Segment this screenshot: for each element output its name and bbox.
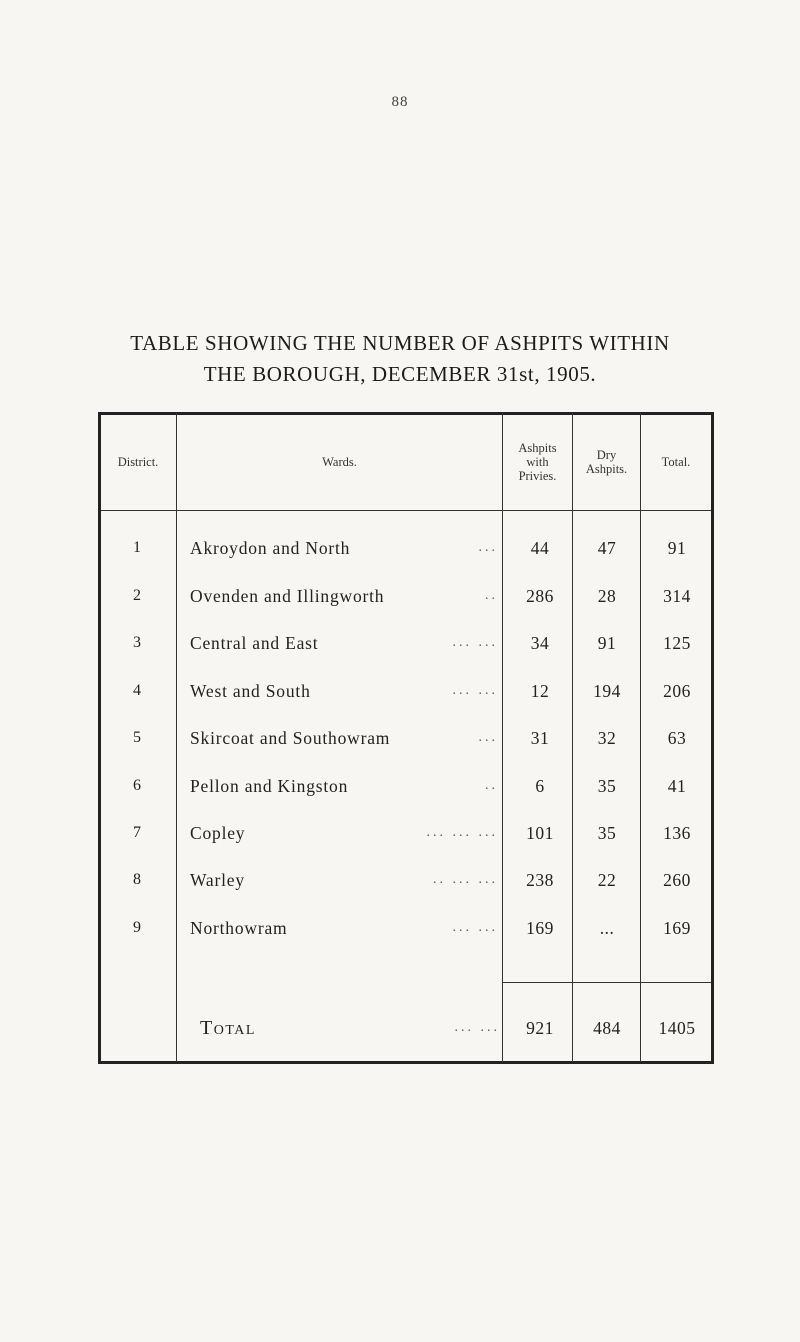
total-total: 1405: [658, 1017, 696, 1038]
cell-dry-ashpits: 32: [597, 727, 617, 748]
cell-total: 91: [667, 537, 687, 558]
cell-ward: Pellon and Kingston: [190, 775, 349, 796]
table-title: [0, 328, 800, 390]
table-row: [98, 623, 714, 663]
cell-dry-ashpits: 22: [597, 869, 617, 890]
cell-district: 7: [133, 824, 141, 841]
cell-total: 169: [663, 917, 691, 938]
header-separator-rule: [98, 510, 714, 511]
cell-district: 6: [133, 777, 141, 794]
cell-ward: Ovenden and Illingworth: [190, 585, 385, 606]
header-wards: Wards.: [322, 455, 357, 469]
total-dry-ashpits: 484: [593, 1017, 621, 1038]
cell-leader-dots: ..: [485, 588, 498, 603]
cell-ashpits-with-privies: 12: [530, 680, 550, 701]
header-dry-ashpits: [573, 414, 640, 510]
cell-leader-dots: ... ... ...: [426, 825, 498, 840]
cell-ward: Warley: [190, 869, 245, 890]
table-row: [98, 718, 714, 758]
header-district: District.: [117, 455, 159, 469]
cell-dry-ashpits: 194: [593, 680, 621, 701]
cell-leader-dots: ... ...: [452, 683, 498, 698]
total-separator-rule: [502, 982, 714, 983]
cell-leader-dots: ...: [478, 730, 498, 745]
cell-total: 136: [663, 822, 691, 843]
cell-leader-dots: ...: [478, 540, 498, 555]
cell-ashpits-with-privies: 238: [526, 869, 554, 890]
cell-ward: Copley: [190, 822, 246, 843]
cell-dry-ashpits: 35: [597, 775, 617, 796]
cell-leader-dots: .. ... ...: [433, 872, 498, 887]
cell-district: 4: [133, 682, 141, 699]
table-title-line-1: TABLE SHOWING THE NUMBER OF ASHPITS WITHIN: [130, 331, 670, 355]
cell-ward: Northowram: [190, 917, 288, 938]
table-title-line-2: THE BOROUGH, DECEMBER 31st, 1905.: [203, 362, 597, 386]
header-dry-line-2: Ashpits.: [585, 462, 628, 476]
cell-district: 8: [133, 871, 141, 888]
table-row: [98, 908, 714, 948]
cell-dry-ashpits: 47: [597, 537, 617, 558]
cell-ward: Central and East: [190, 632, 319, 653]
cell-ashpits-with-privies: 101: [526, 822, 554, 843]
header-ashpits-line-1: Ashpits: [518, 441, 557, 455]
table-row: [98, 576, 714, 616]
header-ashpits-with-privies: [503, 414, 572, 510]
cell-district: 2: [133, 587, 141, 604]
cell-dry-ashpits: 28: [597, 585, 617, 606]
total-label: Total: [200, 1016, 256, 1039]
cell-ashpits-with-privies: 286: [526, 585, 554, 606]
header-total: Total.: [661, 455, 691, 469]
cell-total: 63: [667, 727, 687, 748]
cell-district: 1: [133, 539, 141, 556]
table-row: [98, 813, 714, 853]
cell-ward: Skircoat and Southowram: [190, 727, 391, 748]
table-row: [98, 860, 714, 900]
cell-dry-ashpits: ...: [599, 917, 615, 938]
cell-district: 5: [133, 729, 141, 746]
cell-total: 314: [663, 585, 691, 606]
cell-total: 125: [663, 632, 691, 653]
table-row: [98, 528, 714, 568]
page-number: 88: [391, 94, 409, 110]
cell-ashpits-with-privies: 31: [530, 727, 550, 748]
cell-leader-dots: ... ...: [452, 920, 498, 935]
cell-ashpits-with-privies: 44: [530, 537, 550, 558]
header-dry-line-1: Dry: [596, 448, 617, 462]
header-ashpits-line-2: with: [526, 455, 549, 469]
table-bottom-rule: [98, 1061, 714, 1064]
cell-leader-dots: ..: [485, 778, 498, 793]
header-ashpits-line-3: Privies.: [518, 469, 557, 483]
table-row: [98, 766, 714, 806]
cell-ward: West and South: [190, 680, 311, 701]
cell-total: 260: [663, 869, 691, 890]
total-row: [98, 1008, 714, 1048]
cell-dry-ashpits: 35: [597, 822, 617, 843]
total-ashpits-with-privies: 921: [526, 1017, 554, 1038]
cell-district: 9: [133, 919, 141, 936]
table-row: [98, 671, 714, 711]
cell-leader-dots: ... ...: [452, 635, 498, 650]
cell-ashpits-with-privies: 169: [526, 917, 554, 938]
cell-ashpits-with-privies: 6: [535, 775, 545, 796]
cell-ashpits-with-privies: 34: [530, 632, 550, 653]
total-leader-dots: ... ...: [454, 1020, 500, 1035]
cell-total: 206: [663, 680, 691, 701]
cell-dry-ashpits: 91: [597, 632, 617, 653]
cell-ward: Akroydon and North: [190, 537, 351, 558]
cell-district: 3: [133, 634, 141, 651]
cell-total: 41: [667, 775, 687, 796]
